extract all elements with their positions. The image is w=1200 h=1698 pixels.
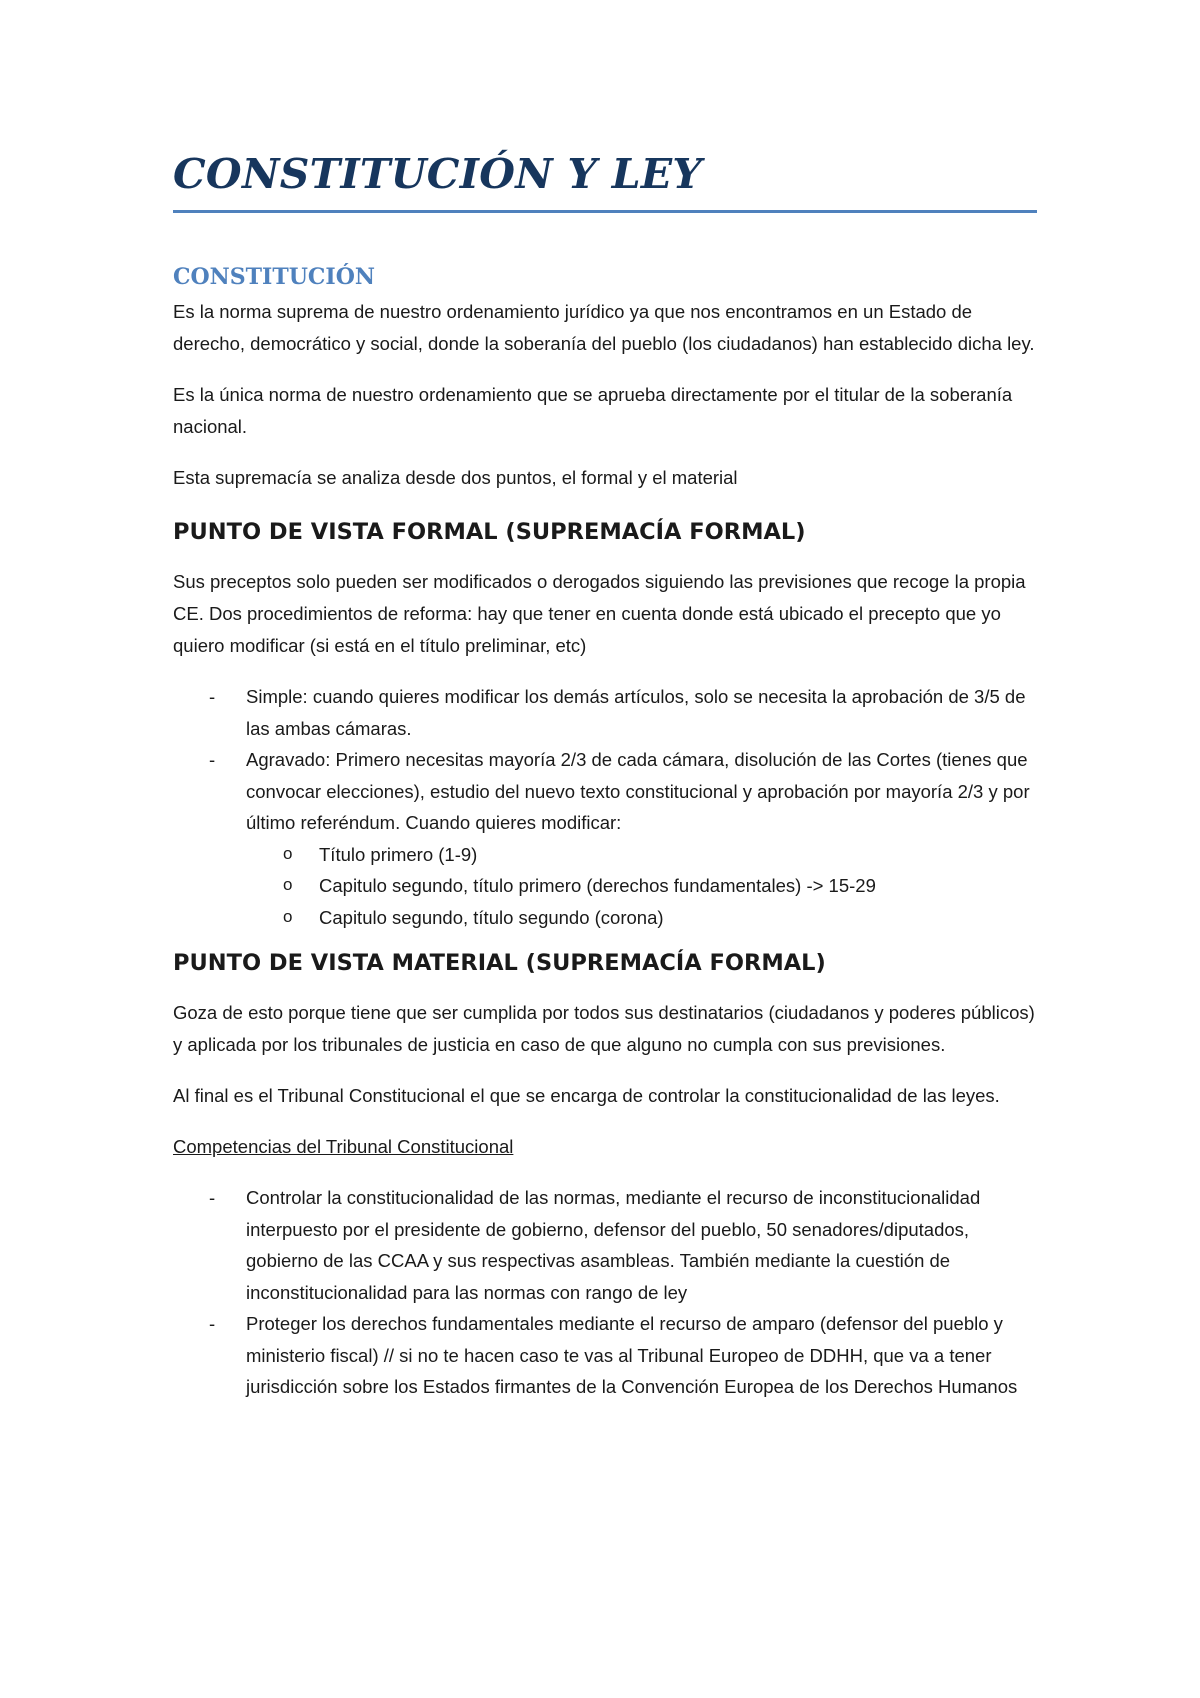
list-item-text: Agravado: Primero necesitas mayoría 2/3 de cada cámara, disolución de las Cortes (tienes que convocar elecciones), estudio del nuevo texto constitucional y aprobación por mayoría 2/3 y por último referéndum. Cuando quieres modificar: <box>246 749 1030 833</box>
heading-constitucion: CONSTITUCIÓN <box>173 264 375 290</box>
paragraph: Es la única norma de nuestro ordenamiento que se aprueba directamente por el titular de la soberanía nacional. <box>173 384 1013 437</box>
list-item <box>173 1182 1037 1308</box>
competencias-list <box>173 1182 1037 1403</box>
subheading-competencias: Competencias del Tribunal Constitucional <box>173 1136 514 1157</box>
paragraph: Al final es el Tribunal Constitucional el que se encarga de controlar la constitucionalidad de las leyes. <box>173 1085 1000 1106</box>
paragraph: Goza de esto porque tiene que ser cumplida por todos sus destinatarios (ciudadanos y poderes públicos) y aplicada por los tribunales de justicia en caso de que alguno no cumpla con sus previsiones. <box>173 1002 1035 1055</box>
paragraph: Sus preceptos solo pueden ser modificados o derogados siguiendo las previsiones que recoge la propia CE. Dos procedimientos de reforma: hay que tener en cuenta donde está ubicado el precepto que yo quiero modificar (si está en el título preliminar, etc) <box>173 571 1026 656</box>
document-content <box>173 148 1037 1413</box>
list-item-text: Controlar la constitucionalidad de las normas, mediante el recurso de inconstitucionalidad interpuesto por el presidente de gobierno, defensor del pueblo, 50 senadores/diputados, gobierno de las CCAA y sus respectivas asambleas. También mediante la cuestión de inconstitucionalidad para las normas con rango de ley <box>246 1187 981 1303</box>
list-item-text: Proteger los derechos fundamentales mediante el recurso de amparo (defensor del pueblo y ministerio fiscal) // si no te hacen caso te vas al Tribunal Europeo de DDHH, que va a tener jurisdicción sobre los Estados firmantes de la Convención Europea de los Derechos Humanos <box>246 1313 1018 1397</box>
document-title: CONSTITUCIÓN Y LEY <box>173 150 702 198</box>
list-item-text: Simple: cuando quieres modificar los demás artículos, solo se necesita la aprobación de 3/5 de las ambas cámaras. <box>246 686 1026 739</box>
list-item <box>173 681 1037 744</box>
paragraph: Esta supremacía se analiza desde dos puntos, el formal y el material <box>173 467 738 488</box>
list-item <box>173 1308 1037 1403</box>
reform-procedures-list <box>173 681 1037 933</box>
list-item <box>173 744 1037 933</box>
sub-list-item: o Título primero (1-9) <box>174 839 1037 871</box>
sub-list <box>246 839 1037 934</box>
paragraph: Es la norma suprema de nuestro ordenamiento jurídico ya que nos encontramos en un Estado de derecho, democrático y social, donde la soberanía del pueblo (los ciudadanos) han establecido dicha ley. <box>173 301 1035 354</box>
sub-list-item: o Capitulo segundo, título primero (derechos fundamentales) -> 15-29 <box>174 870 1037 902</box>
heading-punto-vista-formal: PUNTO DE VISTA FORMAL (SUPREMACÍA FORMAL) <box>173 519 806 545</box>
title-underline-rule <box>173 210 1037 213</box>
heading-punto-vista-material: PUNTO DE VISTA MATERIAL (SUPREMACÍA FORMAL) <box>173 950 826 976</box>
sub-list-item: o Capitulo segundo, título segundo (corona) <box>174 902 1037 934</box>
